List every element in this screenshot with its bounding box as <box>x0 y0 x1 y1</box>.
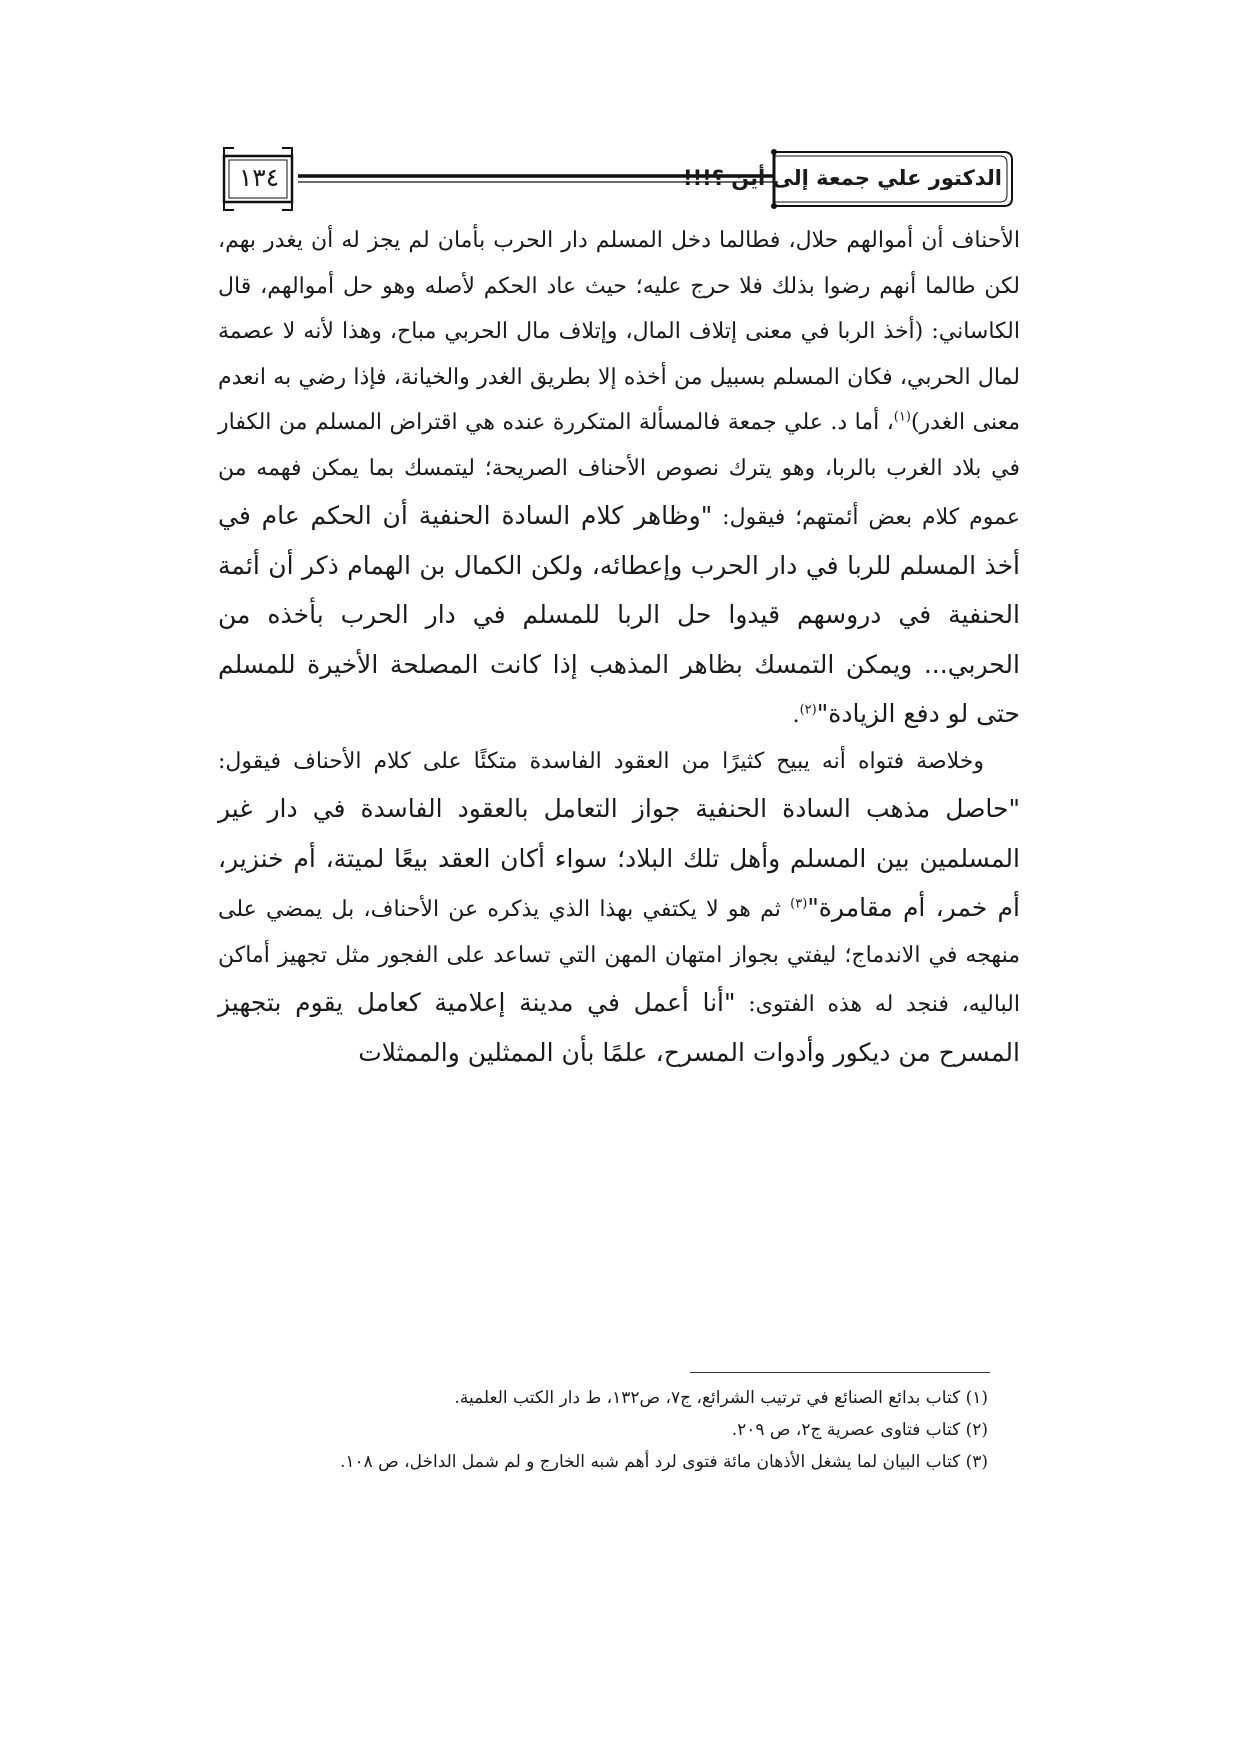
header-title: الدكتور علي جمعة إلى أين ؟!!! <box>683 166 1002 190</box>
text-run: ثم هو لا يكتفي بهذا الذي يذكره عن الأحناف، بل يمضي على منهجه في الاندماج؛ ليفتي بجواز امتهان المهن التي تساعد على الفجور مثل تجهيز أماكن الباليه، فنجد له هذه الفتوى: <box>218 897 1020 1017</box>
text-run: ، أما د. علي جمعة فالمسألة المتكررة عنده هي اقتراض المسلم من الكفار في بلاد الغرب بالربا، وهو يترك نصوص الأحناف الصريحة؛ ليتمسك بما يمكن فهمه من عموم كلام بعض أئمتهم؛ فيقول: <box>218 410 1021 530</box>
quotation: "حاصل مذهب السادة الحنفية جواز التعامل بالعقود الفاسدة في دار غير المسلمين بين المسلم وأهل تلك البلاد؛ سواء أكان العقد بيعًا لميتة، أم خنزير، أم خمر، أم مقامرة" <box>218 794 1020 922</box>
footnote-separator <box>690 1372 990 1373</box>
text-run: الأحناف أن أموالهم حلال، فطالما دخل المسلم دار الحرب بأمان لم يجز له أن يغدر بهم، لكن طالما أنهم رضوا بذلك فلا حرج عليه؛ حيث عاد الحكم لأصله وهو حل أموالهم، قال الكاساني: (أخذ الربا في معنى إتلاف المال، وإتلاف مال الحربي مباح، وهذا لأنه لا عصمة لمال الحربي، فكان المسلم بسبيل من أخذه إلا بطريق الغدر والخيانة، فإذا رضي به انعدم معنى الغدر) <box>218 228 1020 435</box>
text-run: . <box>792 703 800 728</box>
page-number: ١٣٤ <box>238 163 280 192</box>
text-run: وخلاصة فتواه أنه يبيح كثيرًا من العقود الفاسدة متكئًا على كلام الأحناف فيقول: <box>218 748 984 774</box>
footnotes <box>218 1382 988 1478</box>
paragraph <box>218 739 1020 1078</box>
footnote-ref: (٣) <box>790 896 808 912</box>
quotation: "وظاهر كلام السادة الحنفية أن الحكم عام في أخذ المسلم للربا في دار الحرب وإعطائه، ولكن الكمال بن الهمام ذكر أن أئمة الحنفية في دروسهم قيدوا حل الربا للمسلم في دار الحرب بأخذه من الحربي... ويمكن التمسك بظاهر المذهب إذا كانت المصلحة الأخيرة للمسلم حتى لو دفع الزيادة" <box>218 501 1020 728</box>
footnote: (٢) كتاب فتاوى عصرية ج٢، ص ٢٠٩. <box>731 1420 988 1440</box>
footnote: (١) كتاب بدائع الصنائع في ترتيب الشرائع، ج٧، ص١٣٢، ط دار الكتب العلمية. <box>454 1388 988 1408</box>
paragraph <box>218 218 1020 739</box>
footnote-ref: (١) <box>893 409 911 425</box>
main-text <box>218 218 1020 1077</box>
quotation: "أنا أعمل في مدينة إعلامية كعامل يقوم بتجهيز المسرح من ديكور وأدوات المسرح، علمًا بأن الممثلين والممثلات <box>218 988 1020 1067</box>
footnote-ref: (٢) <box>799 702 817 718</box>
running-header <box>218 146 1020 212</box>
footnote: (٣) كتاب البيان لما يشغل الأذهان مائة فتوى لرد أهم شبه الخارج و لم شمل الداخل، ص ١٠٨. <box>339 1452 988 1472</box>
